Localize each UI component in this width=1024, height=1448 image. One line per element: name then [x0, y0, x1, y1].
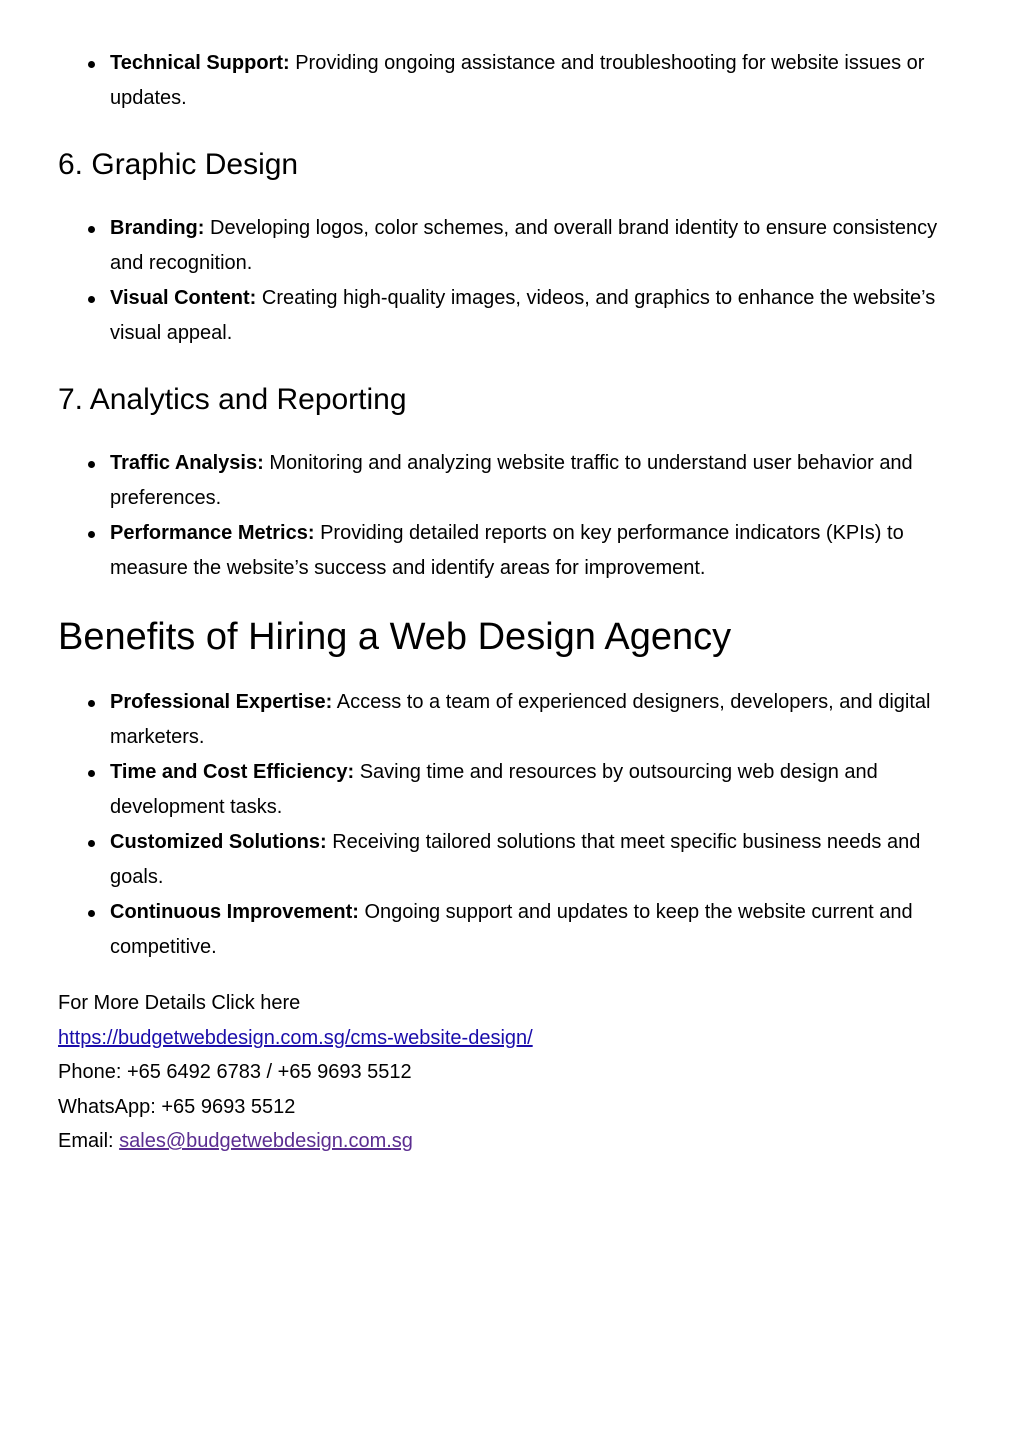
list-item-term: Continuous Improvement:: [110, 901, 359, 923]
list-item-term: Time and Cost Efficiency:: [110, 761, 355, 783]
list-item-text: Receiving tailored solutions that meet specific business needs and goals.: [110, 831, 921, 888]
url-line: [58, 1021, 958, 1056]
list-item: [110, 516, 958, 586]
technical-support-list: [58, 46, 958, 116]
list-item: [110, 895, 958, 965]
list-item-term: Visual Content:: [110, 287, 257, 309]
list-item-term: Professional Expertise:: [110, 691, 333, 713]
list-item-text: Creating high-quality images, videos, and graphics to enhance the website’s visual appeal.: [110, 287, 936, 344]
list-item-text: Saving time and resources by outsourcing web design and development tasks.: [110, 761, 878, 818]
list-item-term: Performance Metrics:: [110, 522, 315, 544]
email-link[interactable]: sales@budgetwebdesign.com.sg: [119, 1130, 413, 1153]
list-item: [110, 685, 958, 755]
list-item: [110, 46, 958, 116]
list-item: [110, 825, 958, 895]
analytics-list: [58, 446, 958, 586]
list-item-term: Branding:: [110, 217, 205, 239]
list-item-text: Providing detailed reports on key performance indicators (KPIs) to measure the website’s success and identify areas for improvement.: [110, 522, 904, 579]
website-link[interactable]: https://budgetwebdesign.com.sg/cms-website-design/: [58, 1026, 533, 1049]
list-item: [110, 211, 958, 281]
contact-block: [58, 986, 958, 1159]
heading-graphic-design: 6. Graphic Design: [58, 148, 299, 181]
list-item-term: Traffic Analysis:: [110, 452, 264, 474]
benefits-list: [58, 685, 958, 965]
list-item-text: Monitoring and analyzing website traffic to understand user behavior and preferences.: [110, 452, 913, 509]
list-item-text: Providing ongoing assistance and troubleshooting for website issues or updates.: [110, 52, 925, 109]
whatsapp-text: WhatsApp: +65 9693 5512: [58, 1095, 296, 1118]
list-item: [110, 281, 958, 351]
list-item-text: Developing logos, color schemes, and overall brand identity to ensure consistency and recognition.: [110, 217, 938, 274]
list-item-term: Technical Support:: [110, 52, 290, 74]
email-line: [58, 1124, 958, 1159]
list-item-text: Access to a team of experienced designers, developers, and digital marketers.: [110, 691, 931, 748]
list-item-term: Customized Solutions:: [110, 831, 327, 853]
heading-benefits: Benefits of Hiring a Web Design Agency: [58, 616, 732, 658]
list-item-text: Ongoing support and updates to keep the website current and competitive.: [110, 901, 913, 958]
list-item: [110, 446, 958, 516]
graphic-design-list: [58, 211, 958, 351]
phone-text: Phone: +65 6492 6783 / +65 9693 5512: [58, 1061, 412, 1084]
list-item: [110, 755, 958, 825]
document-content: [58, 46, 958, 1159]
heading-analytics-reporting: 7. Analytics and Reporting: [58, 383, 407, 416]
email-label: Email:: [58, 1130, 120, 1153]
more-details-text: For More Details Click here: [58, 992, 301, 1014]
